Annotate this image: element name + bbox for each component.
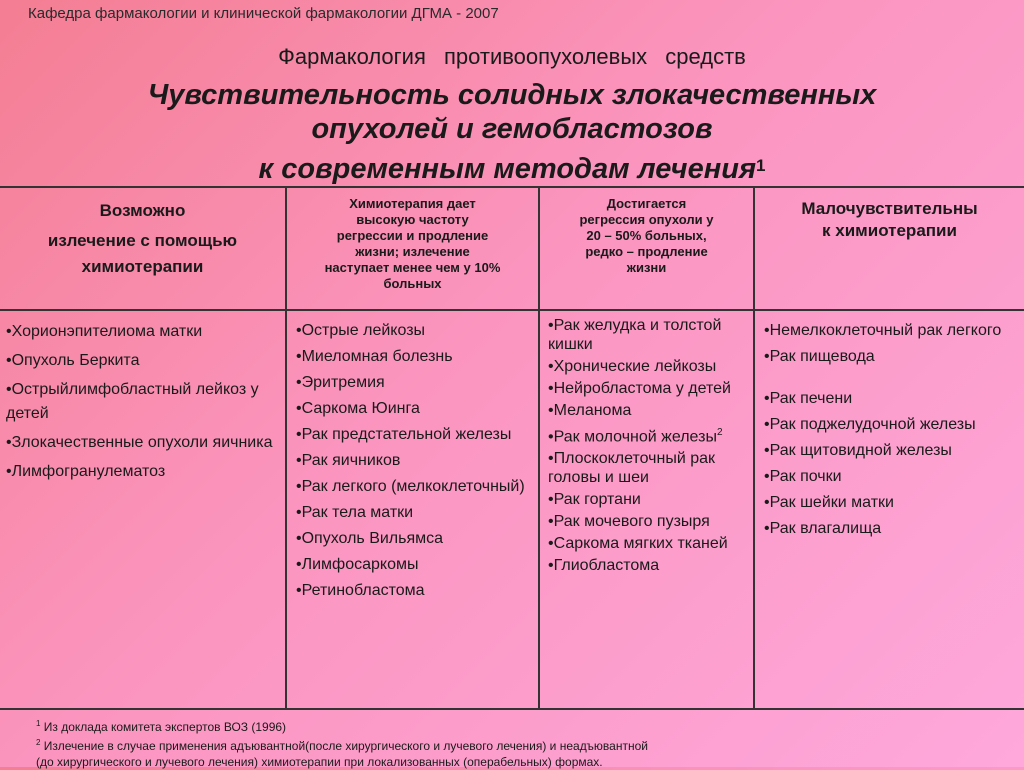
list-item: •Нейробластома у детей xyxy=(548,380,731,397)
list-item: •Лимфосаркомы xyxy=(296,556,419,573)
footnote-text: Из доклада комитета экспертов ВОЗ (1996) xyxy=(40,720,287,734)
list-item: •Саркома мягких тканей xyxy=(548,535,728,553)
list-item: •Немелкоклеточный рак легкого xyxy=(764,322,1002,339)
list-item: •Злокачественные опухоли яичника xyxy=(6,434,273,451)
list-item: •Глиобластома xyxy=(548,557,660,575)
breast-footnote-mark: 2 xyxy=(716,427,723,438)
list-high-regression xyxy=(296,320,536,606)
list-item: •Рак желудка и толстой кишки xyxy=(548,317,722,353)
column-divider xyxy=(753,188,755,708)
list-item: •Рак шейки матки xyxy=(764,494,894,511)
list-item: •Рак предстательной железы xyxy=(296,426,512,443)
title-line-3 xyxy=(0,152,1024,186)
header-line: регрессия опухоли у xyxy=(579,212,714,227)
header-partial-regression xyxy=(540,196,753,276)
list-item: •Плоскоклеточный рак головы и шеи xyxy=(548,450,716,487)
list-item: •Лимфогранулематоз xyxy=(6,463,166,480)
header-line: высокую частоту xyxy=(356,212,469,227)
list-item: •Меланома xyxy=(548,402,632,419)
header-line: 20 – 50% больных, xyxy=(586,228,707,243)
list-item xyxy=(548,423,748,446)
list-item: •Острыйлимфобластный лейкоз у детей xyxy=(6,381,259,422)
list-item: •Опухоль Беркита xyxy=(6,352,140,369)
department-header: Кафедра фармакологии и клинической фармакологии ДГМА - 2007 xyxy=(28,5,499,22)
list-item: •Рак яичников xyxy=(296,452,401,469)
header-line: регрессии и продление xyxy=(336,228,489,243)
sensitivity-table xyxy=(0,186,1024,710)
list-item: •Хронические лейкозы xyxy=(548,358,717,375)
list-curable xyxy=(6,320,278,489)
header-line: больных xyxy=(383,276,442,291)
list-item: •Рак гортани xyxy=(548,491,641,509)
header-line: Малочувствительны xyxy=(801,199,978,218)
footnote-mark: 2 xyxy=(36,738,41,747)
header-line: жизни xyxy=(626,260,667,275)
list-item: •Рак влагалища xyxy=(764,520,882,537)
header-line: редко – продление xyxy=(585,244,708,259)
footnotes xyxy=(36,716,648,770)
list-item: •Рак пищевода xyxy=(764,348,875,365)
header-line: излечение с помощью xyxy=(47,231,238,250)
title-line-3-text: к современным методам лечения xyxy=(258,153,757,185)
header-line: Возможно xyxy=(99,201,186,220)
footnote-text: Излечение в случае применения адъювантной(после хирургического и лучевого лечения) и неадъювантной xyxy=(40,739,648,753)
header-line: химиотерапии xyxy=(81,257,204,276)
footnote-2-continued xyxy=(36,754,648,770)
list-item: •Рак поджелудочной железы xyxy=(764,416,976,433)
list-item: •Рак почки xyxy=(764,468,842,485)
list-low-sensitivity xyxy=(764,320,1014,544)
header-line: Достигается xyxy=(606,196,687,211)
title-footnote-mark: 1 xyxy=(756,156,766,175)
list-item: •Рак печени xyxy=(764,390,853,407)
header-line: жизни; излечение xyxy=(355,244,470,259)
header-divider xyxy=(0,309,1024,311)
list-item: •Опухоль Вильямса xyxy=(296,530,444,547)
list-item: •Рак мочевого пузыря xyxy=(548,513,710,531)
slide-title xyxy=(0,78,1024,186)
subject-heading: Фармакология противоопухолевых средств xyxy=(278,44,746,69)
header-line: наступает менее чем у 10% xyxy=(324,260,501,275)
list-item: •Эритремия xyxy=(296,374,385,391)
list-item: •Саркома Юинга xyxy=(296,400,420,417)
list-item-text: •Рак молочной железы xyxy=(548,428,717,446)
list-item: •Хорионэпителиома матки xyxy=(6,323,203,340)
footnote-1 xyxy=(36,716,648,735)
header-low-sensitivity xyxy=(755,198,1024,242)
list-item: •Рак легкого (мелкоклеточный) xyxy=(296,478,525,495)
header-high-regression xyxy=(287,196,538,292)
list-item: •Рак тела матки xyxy=(296,504,414,521)
footnote-2 xyxy=(36,735,648,754)
header-curable xyxy=(0,200,285,278)
title-line-1: Чувствительность солидных злокачественных xyxy=(147,79,877,111)
header-line: Химиотерапия дает xyxy=(349,196,476,211)
footnote-text: (до хирургического и лучевого лечения) химиотерапии при локализованных (операбельных) формах. xyxy=(36,755,603,769)
list-item: •Миеломная болезнь xyxy=(296,348,453,365)
list-item: •Рак щитовидной железы xyxy=(764,442,952,459)
title-line-2: опухолей и гемобластозов xyxy=(311,113,713,145)
list-partial-regression xyxy=(548,316,748,578)
footnote-mark: 1 xyxy=(36,719,41,728)
list-item: •Ретинобластома xyxy=(296,582,425,599)
header-line: к химиотерапии xyxy=(822,221,957,240)
list-item: •Острые лейкозы xyxy=(296,322,426,339)
